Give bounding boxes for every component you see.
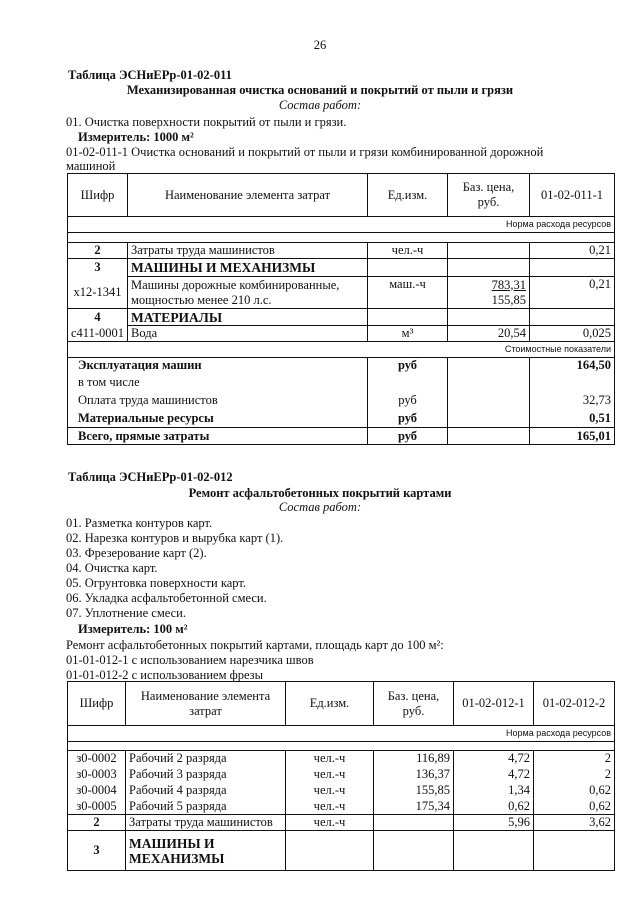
machines-section-name: МАШИНЫ И МЕХАНИЗМЫ	[128, 259, 368, 277]
material-name: Вода	[128, 326, 368, 342]
labor-unit: чел.-ч	[286, 815, 374, 831]
norm-label: Норма расхода ресурсов	[68, 217, 615, 233]
empty-cell	[448, 259, 530, 277]
cost-value	[530, 374, 615, 392]
labor-name: Затраты труда машинистов	[126, 815, 286, 831]
worker-unit: чел.-ч	[286, 783, 374, 799]
table2-work-item: 01. Разметка контуров карт.	[66, 516, 213, 530]
cost-name: Всего, прямые затраты	[68, 428, 368, 445]
machines-section-code: 3	[68, 259, 128, 277]
labor-value: 0,21	[530, 243, 615, 259]
cost-price	[448, 392, 530, 410]
table1-work-item: 01. Очистка поверхности покрытий от пыли и грязи.	[66, 115, 347, 129]
labor-price	[448, 243, 530, 259]
cost-name: Эксплуатация машин	[68, 358, 368, 374]
worker-price: 116,89	[374, 751, 454, 767]
machine-name-line1: Машины дорожные комбинированные,	[131, 277, 340, 292]
worker-unit: чел.-ч	[286, 751, 374, 767]
header-unit: Ед.изм.	[286, 682, 374, 726]
material-code: с411-0001	[68, 326, 128, 342]
worker-name: Рабочий 2 разряда	[126, 751, 286, 767]
header-name: Наименование элемента затрат	[128, 174, 368, 217]
materials-section-code: 4	[68, 309, 128, 326]
machine-name-line2: мощностью менее 210 л.с.	[131, 292, 272, 307]
worker-code: з0-0002	[68, 751, 126, 767]
cost-value: 0,51	[530, 410, 615, 428]
header-unit: Ед.изм.	[368, 174, 448, 217]
worker-unit: чел.-ч	[286, 799, 374, 815]
labor-value-1: 5,96	[454, 815, 534, 831]
machine-value: 0,21	[530, 277, 615, 309]
worker-price: 155,85	[374, 783, 454, 799]
header-col2: 01-02-012-2	[534, 682, 615, 726]
worker-code: з0-0004	[68, 783, 126, 799]
cost-value: 32,73	[530, 392, 615, 410]
header-col1: 01-02-012-1	[454, 682, 534, 726]
worker-name: Рабочий 3 разряда	[126, 767, 286, 783]
worker-value-1: 4,72	[454, 751, 534, 767]
worker-name: Рабочий 5 разряда	[126, 799, 286, 815]
cost-unit: руб	[368, 428, 448, 445]
table1-composition-heading: Состав работ:	[278, 98, 362, 112]
cost-price	[448, 428, 530, 445]
table1-code-desc-cont: машиной	[66, 159, 116, 173]
empty-cell	[374, 831, 454, 871]
table1-unit-label: Измеритель: 1000 м²	[78, 130, 194, 144]
header-price-line1: Баз. цена,	[387, 688, 440, 703]
labor-code: 2	[68, 243, 128, 259]
materials-section-name: МАТЕРИАЛЫ	[128, 309, 368, 326]
cost-label: Стоимостные показатели	[68, 342, 615, 358]
table1-code-desc: 01-02-011-1 Очистка оснований и покрытий от пыли и грязи комбинированной дорожной	[66, 145, 544, 159]
labor-unit: чел.-ч	[368, 243, 448, 259]
empty-cell	[530, 259, 615, 277]
machines-section-name-line2: МЕХАНИЗМЫ	[129, 850, 225, 866]
machine-price-line1: 783,31	[491, 277, 526, 292]
cost-name: Оплата труда машинистов	[68, 392, 368, 410]
worker-value-1: 0,62	[454, 799, 534, 815]
empty-cell	[448, 309, 530, 326]
worker-value-2: 2	[534, 751, 615, 767]
table1	[67, 173, 615, 445]
table2-unit-label: Измеритель: 100 м²	[78, 622, 188, 636]
spacer-row	[68, 742, 615, 751]
labor-code: 2	[68, 815, 126, 831]
table2-work-item: 02. Нарезка контуров и вырубка карт (1).	[66, 531, 284, 545]
cost-name: в том числе	[68, 374, 368, 392]
empty-cell	[368, 259, 448, 277]
header-price-line2: руб.	[477, 195, 500, 209]
worker-code: з0-0003	[68, 767, 126, 783]
table2-desc-line: 01-01-012-1 с использованием нарезчика швов	[66, 653, 314, 667]
machines-section-code: 3	[68, 831, 126, 871]
labor-value-2: 3,62	[534, 815, 615, 831]
material-price: 20,54	[448, 326, 530, 342]
empty-cell	[368, 309, 448, 326]
cost-price	[448, 410, 530, 428]
table2-title: Таблица ЭСНиЕРр-01-02-012	[68, 470, 233, 484]
header-price-line1: Баз. цена,	[462, 180, 515, 194]
empty-cell	[530, 309, 615, 326]
header-name-line1: Наименование элемента	[140, 688, 271, 703]
table2-work-item: 04. Очистка карт.	[66, 561, 158, 575]
cost-value: 164,50	[530, 358, 615, 374]
worker-price: 175,34	[374, 799, 454, 815]
header-name	[126, 682, 286, 726]
labor-price	[374, 815, 454, 831]
table2-desc-line: 01-01-012-2 с использованием фрезы	[66, 668, 263, 682]
worker-value-2: 0,62	[534, 799, 615, 815]
machines-section-name	[126, 831, 286, 871]
header-price	[374, 682, 454, 726]
labor-name: Затраты труда машинистов	[128, 243, 368, 259]
material-unit: м³	[368, 326, 448, 342]
cost-unit: руб	[368, 392, 448, 410]
table1-title: Таблица ЭСНиЕРр-01-02-011	[68, 68, 232, 82]
header-code: Шифр	[68, 174, 128, 217]
spacer-row	[68, 233, 615, 243]
worker-value-1: 1,34	[454, 783, 534, 799]
machine-price-line2: 155,85	[491, 292, 526, 307]
worker-code: з0-0005	[68, 799, 126, 815]
machine-name	[128, 277, 368, 309]
cost-price	[448, 374, 530, 392]
table2	[67, 681, 615, 871]
worker-name: Рабочий 4 разряда	[126, 783, 286, 799]
header-col1: 01-02-011-1	[530, 174, 615, 217]
worker-price: 136,37	[374, 767, 454, 783]
machines-section-name-line1: МАШИНЫ И	[129, 835, 215, 851]
table2-work-item: 06. Укладка асфальтобетонной смеси.	[66, 591, 267, 605]
norm-label: Норма расхода ресурсов	[68, 726, 615, 742]
header-price-line2: руб.	[402, 703, 425, 718]
empty-cell	[534, 831, 615, 871]
empty-cell	[286, 831, 374, 871]
worker-value-2: 2	[534, 767, 615, 783]
page-number: 26	[313, 38, 327, 52]
worker-unit: чел.-ч	[286, 767, 374, 783]
header-code: Шифр	[68, 682, 126, 726]
empty-cell	[454, 831, 534, 871]
table2-work-item: 03. Фрезерование карт (2).	[66, 546, 207, 560]
cost-name: Материальные ресурсы	[68, 410, 368, 428]
cost-unit: руб	[368, 358, 448, 374]
machine-code: х12-1341	[68, 277, 128, 309]
machine-unit: маш.-ч	[368, 277, 448, 309]
table2-desc-line: Ремонт асфальтобетонных покрытий картами, площадь карт до 100 м²:	[66, 638, 444, 652]
table2-composition-heading: Состав работ:	[278, 500, 362, 514]
cost-unit	[368, 374, 448, 392]
cost-price	[448, 358, 530, 374]
worker-value-1: 4,72	[454, 767, 534, 783]
table1-subtitle: Механизированная очистка оснований и покрытий от пыли и грязи	[126, 83, 514, 97]
material-value: 0,025	[530, 326, 615, 342]
table2-work-item: 05. Огрунтовка поверхности карт.	[66, 576, 246, 590]
cost-value: 165,01	[530, 428, 615, 445]
header-price	[448, 174, 530, 217]
table2-subtitle: Ремонт асфальтобетонных покрытий картами	[188, 486, 452, 500]
table2-work-item: 07. Уплотнение смеси.	[66, 606, 186, 620]
machine-price	[448, 277, 530, 309]
header-name-line2: затрат	[189, 703, 222, 718]
worker-value-2: 0,62	[534, 783, 615, 799]
cost-unit: руб	[368, 410, 448, 428]
